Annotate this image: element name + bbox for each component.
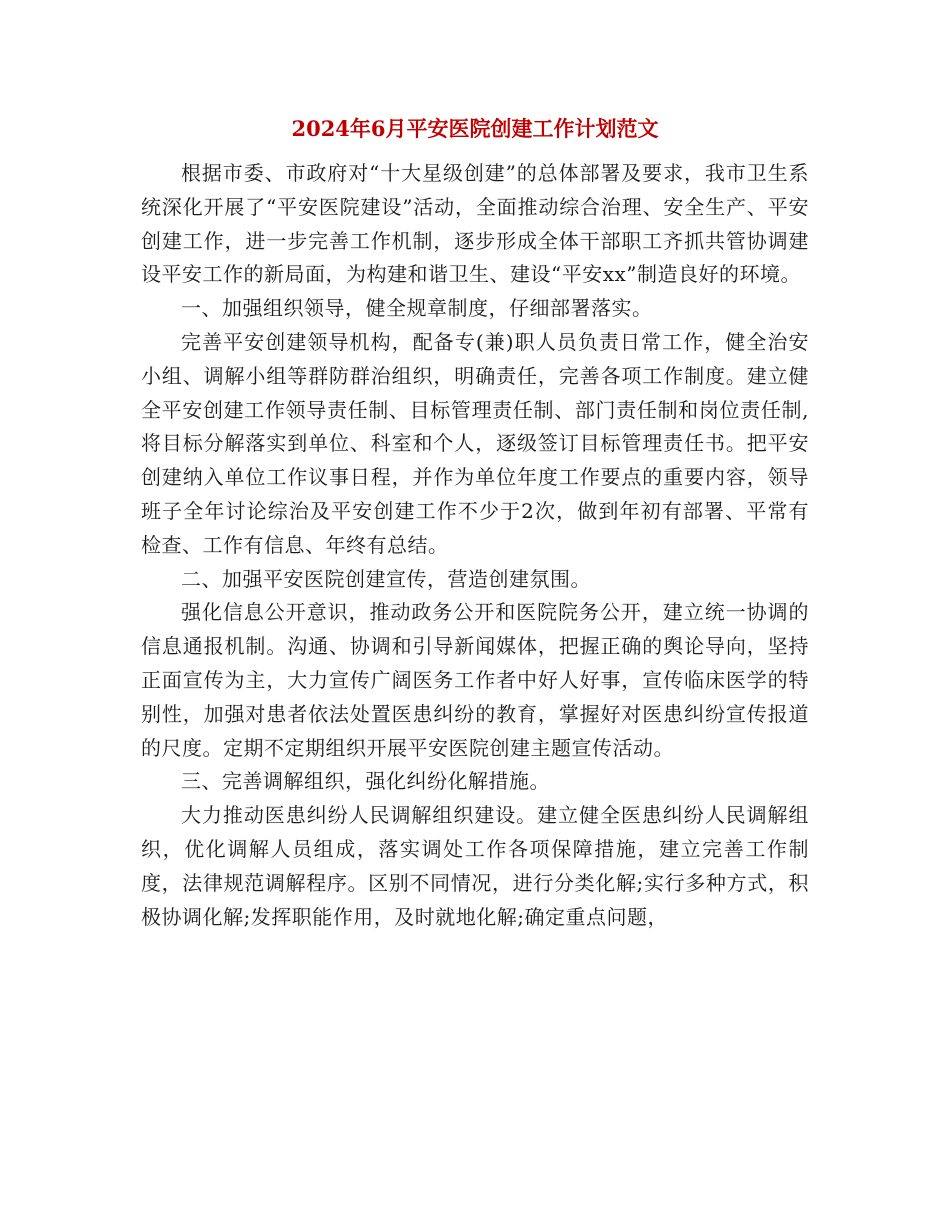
- document-title: 2024年6月平安医院创建工作计划范文: [291, 116, 659, 141]
- section-2-paragraph: 强化信息公开意识，推动政务公开和医院院务公开，建立统一协调的信息通报机制。沟通、协调和引导新闻媒体，把握正确的舆论导向，坚持正面宣传为主，大力宣传广阔医务工作者中好人好事，宣传临床医学的特别性，加强对患者依法处置医患纠纷的教育，掌握好对医患纠纷宣传报道的尺度。定期不定期组织开展平安医院创建主题宣传活动。: [141, 600, 809, 760]
- section-heading-1: 一、加强组织领导，健全规章制度，仔细部署落实。: [181, 296, 653, 321]
- section-heading-3: 三、完善调解组织，强化纠纷化解措施。: [181, 769, 550, 794]
- section-heading-2: 二、加强平安医院创建宣传，营造创建氛围。: [181, 566, 591, 591]
- document-body: [141, 157, 809, 934]
- section-3-paragraph: 大力推动医患纠纷人民调解组织建设。建立健全医患纠纷人民调解组织，优化调解人员组成，落实调处工作各项保障措施，建立完善工作制度，法律规范调解程序。区别不同情况，进行分类化解;实行多种方式，积极协调化解;发挥职能作用，及时就地化解;确定重点问题，: [141, 803, 809, 929]
- section-1-paragraph: 完善平安创建领导机构，配备专(兼)职人员负责日常工作，健全治安小组、调解小组等群防群治组织，明确责任，完善各项工作制度。建立健全平安创建工作领导责任制、目标管理责任制、部门责任制和岗位责任制,将目标分解落实到单位、科室和个人，逐级签订目标管理责任书。把平安创建纳入单位工作议事日程，并作为单位年度工作要点的重要内容，领导班子全年讨论综治及平安创建工作不少于2次，做到年初有部署、平常有检查、工作有信息、年终有总结。: [141, 329, 809, 557]
- intro-paragraph: 根据市委、市政府对“十大星级创建”的总体部署及要求，我市卫生系统深化开展了“平安医院建设”活动，全面推动综合治理、安全生产、平安创建工作，进一步完善工作机制，逐步形成全体干部职工齐抓共管协调建设平安工作的新局面，为构建和谐卫生、建设“平安xx”制造良好的环境。: [141, 161, 809, 287]
